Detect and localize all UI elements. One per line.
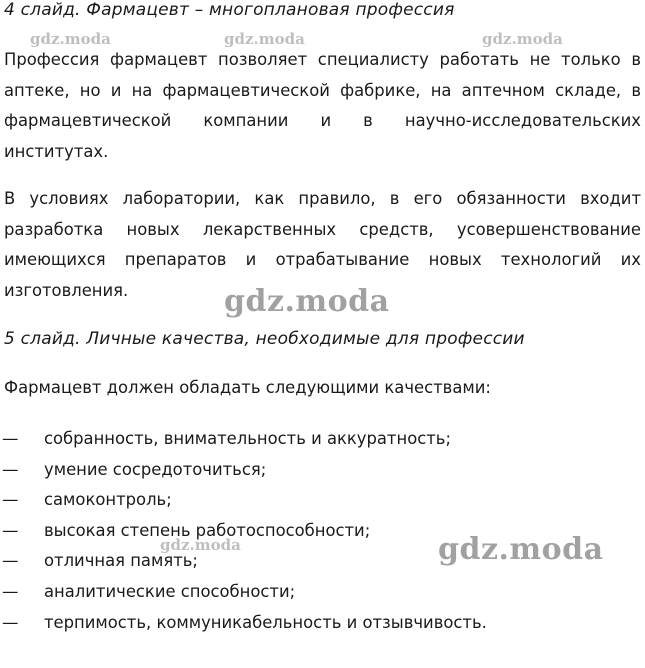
watermark: gdz.moda	[30, 30, 111, 48]
list-item-text: собранность, внимательность и аккуратность;	[44, 429, 451, 448]
slide-4-paragraph-1: Профессия фармацевт позволяет специалисту работать не только в аптеке, но и на фармацевтической фабрике, на аптечном складе, в фармацевтической компании и в научно-исследовательских институтах.	[4, 50, 641, 162]
slide-4-paragraph-2: В условиях лаборатории, как правило, в его обязанности входит разработка новых лекарственных средств, усовершенствование имеющихся препаратов и отрабатывание новых технологий их изготовления.	[4, 189, 641, 301]
watermark: gdz.moda	[438, 532, 604, 567]
dash-bullet: —	[2, 490, 19, 510]
watermark: gdz.moda	[224, 284, 390, 319]
dash-bullet: —	[2, 581, 19, 601]
slide-4-title: 4 слайд. Фармацевт – многоплановая профессия	[4, 0, 455, 20]
dash-bullet: —	[2, 429, 19, 448]
list-item-text: аналитические способности;	[44, 581, 296, 601]
watermark: gdz.moda	[224, 30, 305, 48]
dash-bullet: —	[2, 551, 19, 571]
list-item-text: самоконтроль;	[44, 490, 172, 510]
qualities-lead: Фармацевт должен обладать следующими качествами:	[4, 378, 491, 397]
list-item-text: терпимость, коммуникабельность и отзывчивость.	[44, 612, 487, 632]
watermark: gdz.moda	[482, 30, 563, 48]
list-item-text: умение сосредоточиться;	[44, 459, 267, 479]
dash-bullet: —	[2, 612, 19, 632]
list-item-text: высокая степень работоспособности;	[44, 520, 371, 540]
dash-bullet: —	[2, 520, 19, 540]
dash-bullet: —	[2, 459, 19, 479]
watermark: gdz.moda	[160, 536, 241, 554]
slide-5-title: 5 слайд. Личные качества, необходимые для профессии	[4, 329, 525, 349]
list-item-text: отличная память;	[44, 551, 198, 571]
